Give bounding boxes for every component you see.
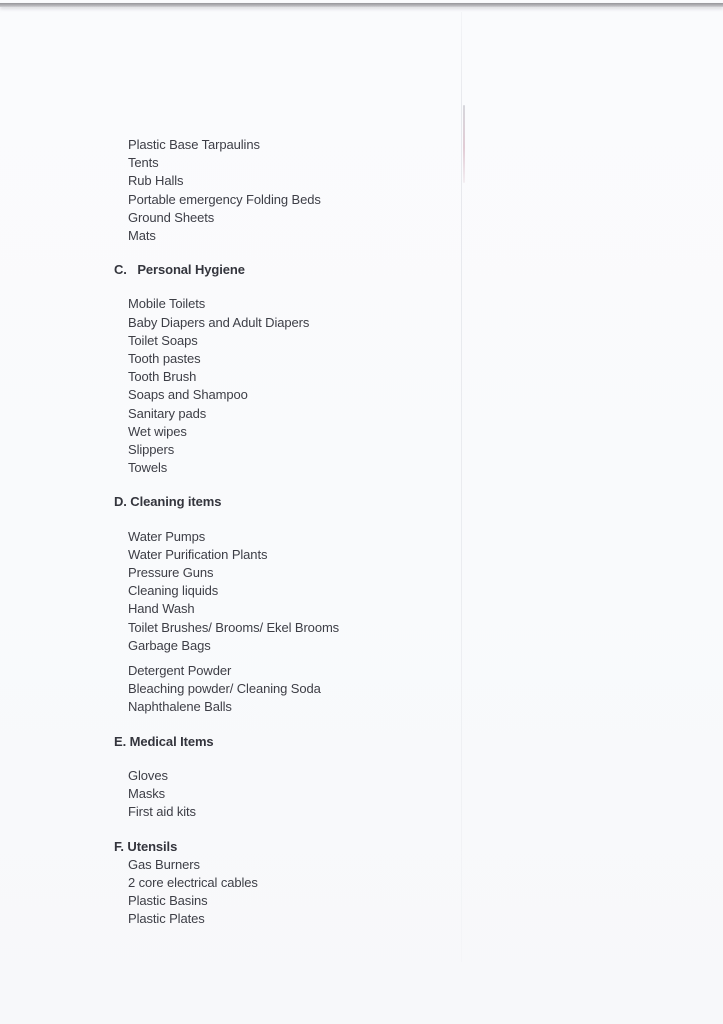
list-item: Toilet Brushes/ Brooms/ Ekel Brooms bbox=[128, 619, 340, 635]
item-group bbox=[114, 136, 544, 245]
list-item: Baby Diapers and Adult Diapers bbox=[128, 314, 310, 330]
list-item: Toilet Soaps bbox=[128, 332, 198, 348]
list-item: Plastic Base Tarpaulins bbox=[128, 137, 260, 152]
scan-artifact-top-line bbox=[0, 3, 723, 7]
list-item: Naphthalene Balls bbox=[128, 699, 232, 715]
section-heading: E. Medical Items bbox=[114, 733, 214, 749]
document-section bbox=[114, 136, 544, 245]
list-item: Mobile Toilets bbox=[128, 296, 206, 312]
list-item: Soaps and Shampoo bbox=[128, 387, 248, 403]
document-section bbox=[114, 261, 544, 477]
list-item: Ground Sheets bbox=[128, 209, 215, 225]
list-item: Plastic Plates bbox=[128, 911, 205, 927]
list-item: Water Pumps bbox=[128, 528, 206, 544]
list-item: Plastic Basins bbox=[128, 893, 208, 909]
item-group bbox=[114, 528, 544, 655]
list-item: Towels bbox=[128, 460, 168, 476]
list-item: First aid kits bbox=[128, 804, 196, 820]
list-item: Tents bbox=[128, 155, 159, 171]
list-item: Tooth Brush bbox=[128, 369, 197, 385]
list-item: Garbage Bags bbox=[128, 637, 211, 653]
section-heading: D. Cleaning items bbox=[114, 494, 222, 510]
section-heading: C. Personal Hygiene bbox=[114, 262, 245, 278]
list-item: Detergent Powder bbox=[128, 663, 232, 679]
list-item: Gloves bbox=[128, 767, 168, 783]
list-item: Water Purification Plants bbox=[128, 546, 268, 562]
list-item: Masks bbox=[128, 786, 166, 802]
list-item: Hand Wash bbox=[128, 601, 195, 617]
list-item: Sanitary pads bbox=[128, 405, 207, 421]
list-item: Cleaning liquids bbox=[128, 583, 219, 599]
list-item: Bleaching powder/ Cleaning Soda bbox=[128, 681, 321, 697]
item-group bbox=[114, 662, 544, 717]
list-item: Portable emergency Folding Beds bbox=[128, 191, 321, 207]
document-content bbox=[114, 136, 544, 929]
list-item: Slippers bbox=[128, 442, 175, 458]
list-item: Tooth pastes bbox=[128, 351, 201, 367]
list-item: Rub Halls bbox=[128, 173, 184, 189]
item-group bbox=[114, 295, 544, 477]
list-item: 2 core electrical cables bbox=[128, 874, 258, 890]
section-heading: F. Utensils bbox=[114, 838, 178, 854]
list-item: Wet wipes bbox=[128, 423, 187, 439]
item-group bbox=[114, 856, 544, 929]
list-item: Mats bbox=[128, 228, 156, 244]
list-item: Pressure Guns bbox=[128, 565, 214, 581]
list-item: Gas Burners bbox=[128, 856, 200, 872]
document-section bbox=[114, 838, 544, 929]
document-section bbox=[114, 733, 544, 822]
document-section bbox=[114, 493, 544, 716]
item-group bbox=[114, 767, 544, 822]
